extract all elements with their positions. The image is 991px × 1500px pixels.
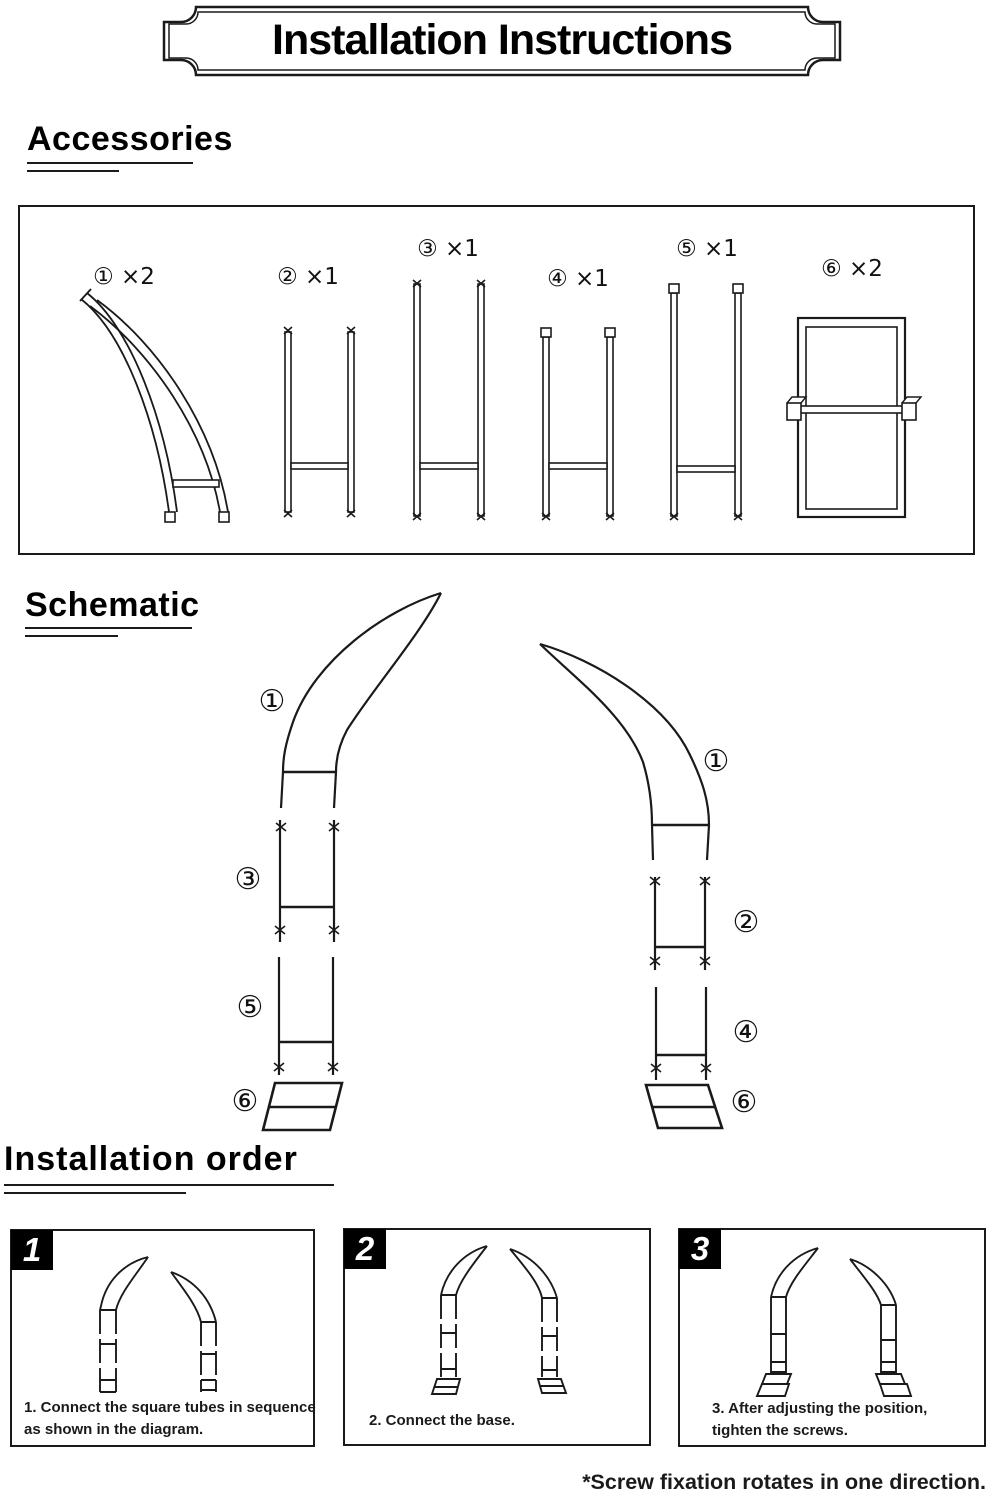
- accessories-underline-1: [27, 162, 193, 164]
- accessories-underline-2: [27, 170, 119, 172]
- schematic-label-left-top: ①: [258, 684, 286, 719]
- part-6-drawing: [787, 318, 921, 517]
- step-3-caption: 3. After adjusting the position, tighten the screws.: [712, 1400, 928, 1439]
- schematic-label-left-mid: ③: [234, 862, 262, 897]
- footnote: *Screw fixation rotates in one direction.: [582, 1470, 986, 1494]
- step-3-drawing: [660, 1228, 991, 1408]
- step-3-number: 3: [679, 1229, 721, 1269]
- part-6-label: ⑥ ×2: [821, 256, 883, 282]
- step-2-drawing: [330, 1228, 660, 1408]
- part-1-label: ① ×2: [93, 264, 155, 290]
- step-1-caption: 1. Connect the square tubes in sequence as shown in the diagram.: [24, 1399, 316, 1438]
- schematic-label-left-lower: ⑤: [236, 990, 264, 1025]
- schematic-label-right-lower: ④: [732, 1015, 760, 1050]
- installation-order-underline-2: [4, 1192, 186, 1194]
- part-4-label: ④ ×1: [547, 266, 609, 292]
- step-1-number: 1: [11, 1230, 53, 1270]
- step-2-number: 2: [344, 1229, 386, 1269]
- part-5-drawing: [669, 284, 743, 520]
- part-5-label: ⑤ ×1: [676, 236, 738, 262]
- part-2-drawing: [284, 327, 355, 517]
- installation-order-heading: Installation order: [4, 1140, 298, 1178]
- schematic-label-left-base: ⑥: [231, 1084, 259, 1119]
- schematic-label-right-base: ⑥: [730, 1085, 758, 1120]
- step-2-caption: 2. Connect the base.: [369, 1412, 515, 1429]
- accessories-heading: Accessories: [27, 120, 233, 158]
- part-2-label: ② ×1: [277, 264, 339, 290]
- schematic-left-pillar: [263, 593, 441, 1130]
- installation-order-underline-1: [4, 1184, 334, 1186]
- schematic-right-pillar: [540, 644, 722, 1128]
- schematic-heading: Schematic: [25, 586, 200, 624]
- schematic-drawing: [0, 585, 991, 1145]
- page-title: Installation Instructions: [272, 16, 732, 64]
- schematic-label-right-mid: ②: [732, 905, 760, 940]
- part-1-drawing: [80, 289, 229, 522]
- step-1-drawing: [0, 1229, 330, 1409]
- part-3-drawing: [413, 280, 485, 520]
- part-4-drawing: [541, 328, 615, 520]
- part-3-label: ③ ×1: [417, 236, 479, 262]
- schematic-label-right-top: ①: [702, 744, 730, 779]
